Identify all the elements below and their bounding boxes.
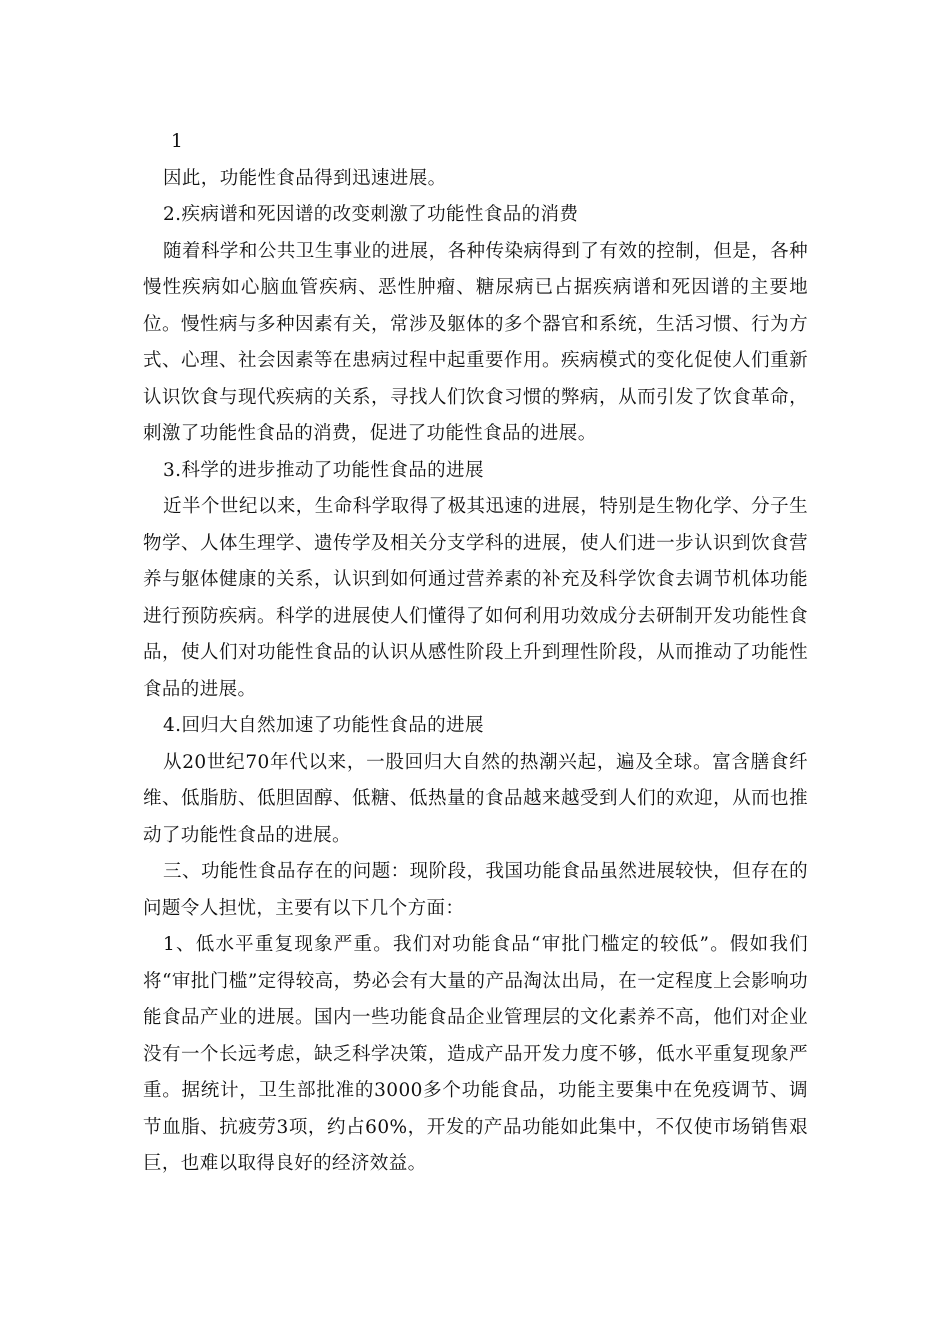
heading-disease-spectrum: 2.疾病谱和死因谱的改变刺激了功能性食品的消费	[163, 204, 579, 225]
heading-return-to-nature: 4.回归大自然加速了功能性食品的进展	[163, 715, 484, 736]
paragraph-return-to-nature: 从20世纪70年代以来，一股回归大自然的热潮兴起，遍及全球。富含膳食纤维、低脂肪、低胆固醇、低糖、低热量的食品越来越受到人们的欢迎，从而也推动了功能性食品的进展。	[143, 751, 808, 846]
paragraph-disease-spectrum: 随着科学和公共卫生事业的进展，各种传染病得到了有效的控制，但是，各种慢性疾病如心脑血管疾病、恶性肿瘤、糖尿病已占据疾病谱和死因谱的主要地位。慢性病与多种因素有关，常涉及躯体的多个器官和系统，生活习惯、行为方式、心理、社会因素等在患病过程中起重要作用。疾病模式的变化促使人们重新认识饮食与现代疾病的关系，寻找人们饮食习惯的弊病，从而引发了饮食革命，刺激了功能性食品的消费，促进了功能性食品的进展。	[143, 240, 808, 444]
heading-science-progress: 3.科学的进步推动了功能性食品的进展	[163, 459, 484, 481]
page-marker: 1	[171, 131, 184, 152]
paragraph-science-progress: 近半个世纪以来，生命科学取得了极其迅速的进展，特别是生物化学、分子生物学、人体生理学、遗传学及相关分支学科的进展，使人们进一步认识到饮食营养与躯体健康的关系，认识到如何通过营养素的补充及科学饮食去调节机体功能进行预防疾病。科学的进展使人们懂得了如何利用功效成分去研制开发功能性食品，使人们对功能性食品的认识从感性阶段上升到理性阶段，从而推动了功能性食品的进展。	[143, 496, 808, 700]
paragraph-conclusion: 因此，功能性食品得到迅速进展。	[163, 167, 447, 189]
paragraph-problems-intro: 三、功能性食品存在的问题：现阶段，我国功能食品虽然进展较快，但存在的问题令人担忧，主要有以下几个方面：	[143, 861, 808, 919]
paragraph-low-level-duplication: 1、低水平重复现象严重。我们对功能食品“审批门槛定的较低”。假如我们将“审批门槛”定得较高，势必会有大量的产品淘汰出局，在一定程度上会影响功能食品产业的进展。国内一些功能食品企业管理层的文化素养不高，他们对企业没有一个长远考虑，缺乏科学决策，造成产品开发力度不够，低水平重复现象严重。据统计，卫生部批准的3000多个功能食品，功能主要集中在免疫调节、调节血脂、抗疲劳3项，约占60%，开发的产品功能如此集中，不仅使市场销售艰巨，也难以取得良好的经济效益。	[143, 934, 808, 1174]
document-body	[143, 124, 808, 1183]
